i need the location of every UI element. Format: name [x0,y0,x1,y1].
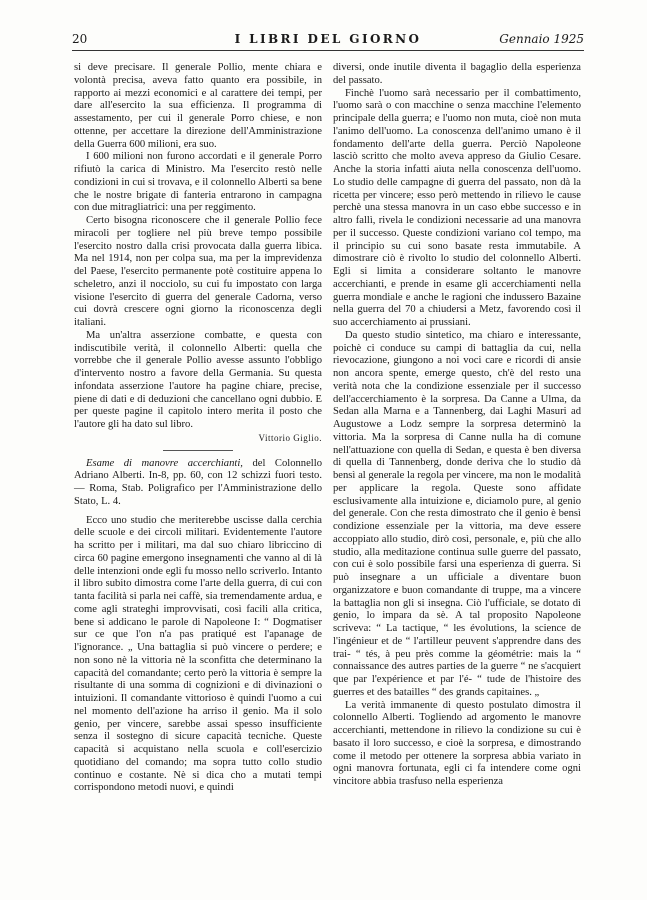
issue-date: Gennaio 1925 [499,32,584,46]
paragraph: Certo bisogna riconoscere che il generale Pollio fece miracoli per togliere nel più breve tempo possibile l'esercito nostro dalla crisi provocata dalla guerra libica. Ma nel 1914, non per colpa sua, ma per la imprevidenza del Paese, l'esercito permanente potè costituire appena lo scheletro, anzi il nocciolo, su cui fu impostato con larga visione l'esercito di guerra del generale Cadorna, verso cui dovrà crescere ogni giorno la riconoscenza degli italiani. [74,215,322,328]
paragraph: Finchè l'uomo sarà necessario per il combattimento, l'uomo sarà o con macchine o senza macchine l'elemento principale della guerra; e l'uomo non muta, cioè non muta l'animo dell'uomo. La conoscenza dell'animo umano è il fondamento dell'arte della guerra. Perciò Napoleone lasciò scritto che molto aveva appreso da Giulio Cesare. Anche la storia infatti aiuta nella conoscenza dell'uomo. Lo studio delle campagne di guerra del passato, non dà la ricetta per vincere; esso però mettendo in rilievo le cause perchè una stessa manovra in un caso ebbe successo e in altro fallì, rivela le condizioni necessarie ad una manovra per il successo. Queste condizioni variano col tempo, ma il principio su cui sono basate resta immutabile. A dimostrare ciò è rivolto lo studio del colonnello Alberti. Egli si limita a considerare soltanto le manovre accerchianti, e prende in esame gli accerchiamenti nella guerra mondiale e anche le ragioni che indussero Bazaine nella guerra del 70 a chiudersi a Metz, favorendo così il suo accerchiamento ai prussiani. [333,87,581,328]
paragraph: Ma un'altra asserzione combatte, e questa con indiscutibile verità, il colonnello Alberti: quella che vorrebbe che il generale Pollio avesse assunto l'obbligo d'intervento nostro a favore della Germania. Su questa infondata asserzione l'autore ha pagine chiare, precise, piene di dati e di deduzioni che cancellano ogni dubbio. E per queste pagine il capitolo intero merita il posto che l'autore gli ha dato sul libro. [74,329,322,430]
running-header [72,31,584,47]
paragraph: Ecco uno studio che meriterebbe uscisse dalla cerchia delle scuole e dei circoli militari. Evidentemente l'autore ha scritto per i militari, ma dal suo chiaro libriccino di circa 60 pagine emergono insegnamenti che vanno al di là delle intenzioni onde egli fu mosso nello scriverlo. Intanto il libro subito dimostra come l'arte della guerra, di cui con tanta facilità si parla nei caffè, sia tremendamente ardua, e come agli strateghi improvvisati, così facili alla critica, bene si addicano le parole di Napoleone I: “ Dogmatiser sur ce que l'on n'a pas pratiqué est l'apanage de l'ignorance. „ Una battaglia si può vincere o perdere; e non sono nè la vittoria nè la sconfitta che determinano la capacità del comandante; certo però la vittoria è sempre la risultante di una somma di cognizioni e di divinazioni o intuizioni. Il comandante vittorioso è quindi l'uomo a cui nel momento dell'azione ha arriso il genio. Ma il solo genio, per vincere, sarebbe assai spesso insufficiente senza il sostegno di sicure capacità tecniche. Queste capacità si acquistano nella scuola e coll'esercizio quotidiano del comando; ma sopra tutto collo studio continuo e costante. Nè si dica cho a mutati tempi corrispondono metodi nuovi, e quindi [74,514,322,794]
left-column [74,62,322,795]
journal-title: I LIBRI DEL GIORNO [234,32,422,46]
paragraph: La verità immanente di questo postulato dimostra il colonnello Alberti. Togliendo ad argomento le manovre accerchianti, mettendone in rilievo la condizione su cui è basato il loro successo, e cioè la sorpresa, e dimostrando come il metodo per ottenere la sorpresa abbia variato in ogni manovra fortunata, egli ci fa intendere come ogni vincitore abbia trasfuso nella esperienza [333,699,581,787]
book-citation: del Colonnello Adriano Alberti. In-8, pp. 60, con 12 schizzi fuori testo. — Roma, Stab. Poligrafico per l'Amministrazione dello Stato, L. 4. [74,457,322,507]
section-divider [163,450,233,451]
book-title: Esame di manovre accerchianti, [86,457,243,469]
header-rule [72,50,584,51]
paragraph: diversi, onde inutile diventa il bagaglio della esperienza del passato. [333,62,581,86]
page-number: 20 [72,32,88,46]
paragraph: si deve precisare. Il generale Pollio, mente chiara e volontà precisa, aveva fatto quanto era possibile, in rapporto ai mezzi economici e al carattere dei tempi, per dare all'esercito la sua efficienza. Il programma di assestamento, per cui il generale Porro chiese, e non ottenne, per accettare la direzione dell'Amministrazione della Guerra 600 milioni, era suo. [74,62,322,150]
paragraph: Da questo studio sintetico, ma chiaro e interessante, poichè ci conduce su campi di battaglia da cui, nella rievocazione, giungono a noi voci care e ricordi di ansie non ancora spente, emerge questo, ch'è del resto una verità nota che la condizione essenziale per il successo dell'accerchiamento è la sorpresa. Da Canne a Ulma, da Sedan alla Marna e a Tannenberg, dai Laghi Masuri ad Augustowe a Lodz sempre la sorpresa determinò la vittoria. Ma la sorpresa di Canne nulla ha di comune nell'attuazione con quella di Sedan, e questa è ben diversa di quella di Tannenberg, donde deriva che lo studio dà bensì al generale la regola per vincere, ma non le modalità per applicare la regola. Queste sono affidate esclusivamente alla intuizione e, diciamolo pure, al genio del generale. Con che resta dimostrato che il genio è bensì condizione essenziale per la vittoria, ma deve essere accoppiato allo studio, dirò così, personale, e, più che allo studio, alla meditazione continua sulle guerre del passato, con cui è solo possibile farsi una esperienza di guerra. Si può insegnare a un ufficiale a diventare buon organizzatore e buon comandante di truppe, ma a vincere la battaglia non gli si insegna. Ciò l'ufficiale, se dotato di genio, lo impara da sè. A tal proposito Napoleone scriveva: “ La tactique, “ les évolutions, la science de l'ingénieur et de “ l'artilleur peuvent s'apprendre dans des trai- “ tés, à peu près comme la géométrie: mais la “ connaissance des autres parties de la guerre “ ne s'acquiert que par l'expérience et par l'é- “ tude de l'histoire des guerres et des batailles “ des grands capitaines. „ [333,329,581,698]
author-signature: Vittorio Giglio. [258,432,322,443]
book-review-heading [74,458,322,509]
paragraph: I 600 milioni non furono accordati e il generale Porro rifiutò la carica di Ministro. Ma l'esercito restò nelle condizioni in cui si trovava, e il colonnello Alberti sa bene che le nostre brigate di fanteria entrarono in campagna con due mitragliatrici: una per reggimento. [74,151,322,214]
right-column [333,62,581,789]
